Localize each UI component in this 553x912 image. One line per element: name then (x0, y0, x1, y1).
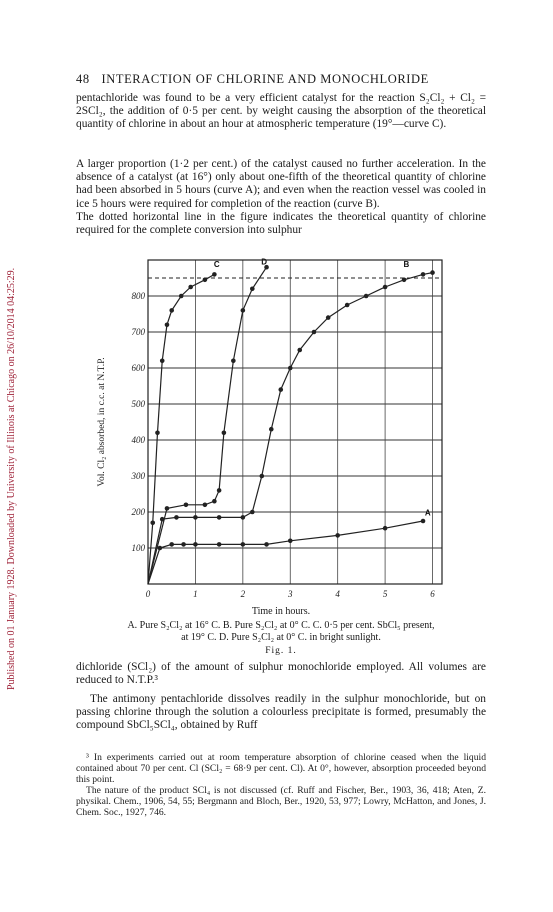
paragraph-5: The antimony pentachloride dissolves readily in the sulphur monochloride, but on passing chlorine through the solution a colourless precipitate is formed, presumably the compound SbCl₅SCl₄, obtained by Ruff (76, 693, 486, 732)
footnote-2: The nature of the product SCl₄ is not discussed (cf. Ruff and Fischer, Ber., 1903, 36, 418; Aten, Z. physikal. Chem., 1906, 54, 55; Bergmann and Bloch, Ber., 1920, 53, 977; Lowry, McHatton, and Jones, J. Chem. Soc., 1927, 746. (76, 785, 486, 818)
footnote-1: ³ In experiments carried out at room temperature absorption of chlorine ceased when the liquid contained about 70 per cent. Cl (SCl₂ = 68·9 per cent. Cl). At 0°, however, absorption proceeded beyond this point. (76, 752, 486, 785)
data-point-d (222, 431, 227, 436)
caption-line-1: A. Pure S₂Cl₂ at 16° C. B. Pure S₂Cl₂ at 0° C. C. 0·5 per cent. SbCl₅ present, (127, 620, 435, 631)
x-tick-label: 5 (382, 589, 388, 599)
data-point-c (169, 308, 174, 313)
y-tick-label: 200 (131, 507, 145, 517)
data-point-a (383, 526, 388, 531)
figure-number: Fig. 1. (265, 646, 297, 656)
data-point-a (264, 542, 269, 547)
x-tick-label: 4 (335, 589, 340, 599)
data-point-d (231, 359, 236, 364)
curve-a (148, 521, 423, 584)
data-point-d (184, 503, 189, 508)
x-tick-label: 3 (288, 589, 293, 599)
data-point-d (250, 287, 255, 292)
data-point-c (150, 521, 155, 526)
data-point-d (241, 308, 246, 313)
data-point-c (179, 294, 184, 299)
data-point-a (181, 542, 186, 547)
data-point-a (241, 542, 246, 547)
x-tick-label: 1 (193, 589, 198, 599)
data-point-b (288, 366, 293, 371)
footnotes (76, 752, 486, 818)
y-tick-label: 300 (131, 471, 145, 481)
data-point-b (421, 272, 426, 277)
x-tick-label: 6 (430, 589, 435, 599)
data-point-c (165, 323, 170, 328)
data-point-b (402, 278, 407, 283)
data-point-a (421, 519, 426, 524)
data-point-b (241, 515, 246, 520)
data-point-c (203, 278, 208, 283)
chart-series (148, 257, 435, 584)
x-tick-label: 0 (145, 589, 151, 599)
y-tick-label: 500 (131, 399, 145, 409)
curve-d (148, 267, 267, 584)
download-watermark (4, 70, 22, 690)
data-point-d (203, 503, 208, 508)
curve-label-d: D (261, 257, 268, 267)
data-point-d (165, 506, 170, 511)
data-point-a (288, 539, 293, 544)
caption-line-2: at 19° C. D. Pure S₂Cl₂ at 0° C. in bright sunlight. (181, 631, 381, 643)
data-point-c (212, 272, 217, 277)
data-point-b (297, 348, 302, 353)
data-point-b (383, 285, 388, 290)
curve-label-a: A (424, 508, 431, 518)
data-point-b (345, 303, 350, 308)
curve-label-b: B (403, 260, 410, 270)
y-tick-label: 700 (131, 327, 145, 337)
curve-label-c: C (213, 260, 220, 270)
data-point-b (269, 427, 274, 432)
data-point-c (155, 431, 160, 436)
data-point-b (326, 315, 331, 320)
data-point-a (217, 542, 222, 547)
data-point-b (364, 294, 369, 299)
y-tick-label: 100 (131, 543, 145, 553)
data-point-b (312, 330, 317, 335)
page-number: 48 (76, 72, 90, 86)
y-tick-label: 600 (131, 363, 145, 373)
download-watermark-text: Published on 01 January 1928. Downloaded by University of Illinois at Chicago on 26/10/2014 04:25:29. (6, 267, 17, 690)
paragraph-3: The dotted horizontal line in the figure indicates the theoretical quantity of chlorine required for the complete conversion into sulphur (76, 211, 486, 237)
data-point-d (212, 499, 217, 504)
paragraph-4: dichloride (SCl₂) of the amount of sulphur monochloride employed. All volumes are reduced to N.T.P.³ (76, 661, 486, 687)
chart-grid (148, 260, 442, 584)
figure-caption (76, 620, 486, 643)
data-point-b (217, 515, 222, 520)
paragraph-2: A larger proportion (1·2 per cent.) of the catalyst caused no further acceleration. In the absence of a catalyst (at 16°) only about one-fifth of the theoretical quantity of chlorine had been absorbed in 5 hours (curve A); and even when the reaction vessel was cooled in ice 5 hours were required for completion of the reaction (curve B). (76, 158, 486, 210)
y-tick-label: 400 (131, 435, 145, 445)
data-point-a (335, 533, 340, 538)
data-point-b (174, 515, 179, 520)
y-tick-label: 800 (131, 291, 145, 301)
data-point-b (430, 270, 435, 275)
figure-chart (90, 246, 470, 606)
data-point-d (217, 488, 222, 493)
data-point-b (250, 510, 255, 515)
running-header (76, 72, 486, 87)
running-title: INTERACTION OF CHLORINE AND MONOCHLORIDE (101, 72, 429, 86)
data-point-c (188, 285, 193, 290)
data-point-a (158, 546, 163, 551)
paragraph-1: pentachloride was found to be a very efficient catalyst for the reaction S₂Cl₂ + Cl₂ = 2SCl₂, the addition of 0·5 per cent. by weight causing the absorption of the theoretical quantity of chlorine in about an hour at atmospheric temperature (19°—curve C). (76, 92, 486, 131)
data-point-a (169, 542, 174, 547)
x-tick-label: 2 (240, 589, 246, 599)
data-point-b (260, 474, 265, 479)
y-axis-title: Vol. Cl₂ absorbed, in c.c. at N.T.P. (97, 357, 107, 487)
x-axis-title: Time in hours. (251, 606, 311, 617)
data-point-b (193, 515, 198, 520)
data-point-b (278, 387, 283, 392)
data-point-c (160, 359, 165, 364)
data-point-a (193, 542, 198, 547)
plot-frame (148, 260, 442, 584)
